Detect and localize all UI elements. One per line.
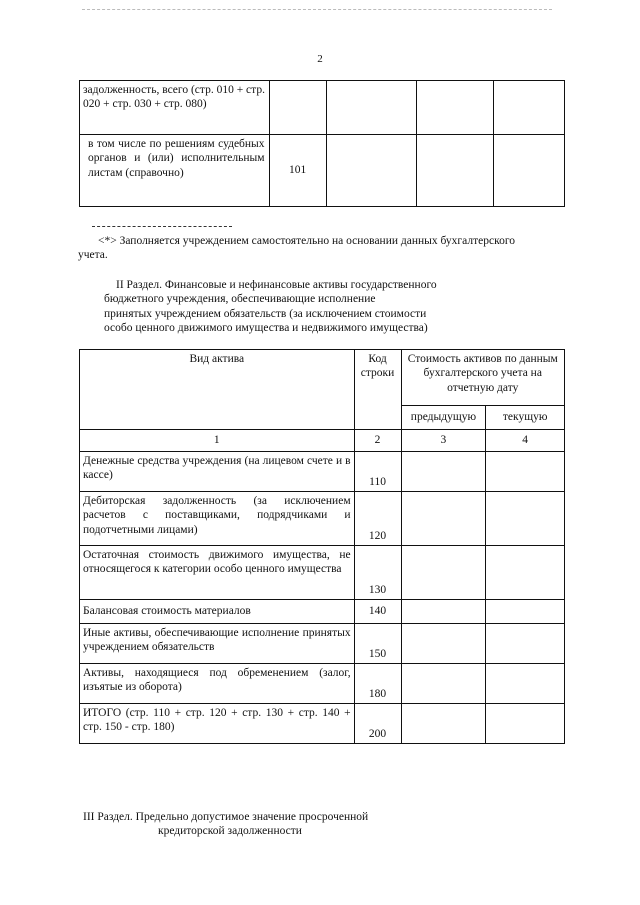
section2-title: [80, 278, 540, 336]
row-code: [269, 81, 326, 135]
value-cell: [494, 81, 565, 135]
header-previous: предыдущую: [401, 406, 486, 430]
row-code: 101: [269, 135, 326, 207]
assets-table: [79, 349, 565, 744]
table-row: [80, 664, 565, 704]
value-cell: [486, 600, 565, 624]
value-cell: [416, 81, 493, 135]
row-label: Иные активы, обеспечивающие исполнение принятых учреждением обязательств: [80, 624, 355, 664]
row-code: 130: [354, 546, 401, 600]
value-cell: [401, 704, 486, 744]
table-row: [80, 492, 565, 546]
value-cell: [486, 492, 565, 546]
value-cell: [494, 135, 565, 207]
table-row: [80, 546, 565, 600]
table-row: [80, 135, 565, 207]
scan-top-edge: [82, 9, 552, 11]
table-row: [80, 452, 565, 492]
column-numbers-row: [80, 430, 565, 452]
table-row: [80, 600, 565, 624]
table-row-total: [80, 704, 565, 744]
value-cell: [486, 546, 565, 600]
row-label: в том числе по решениям судебных органов и (или) исполнительным листам (справочно): [80, 135, 270, 207]
value-cell: [401, 452, 486, 492]
section3-title: [83, 810, 483, 839]
value-cell: [401, 624, 486, 664]
column-number: 1: [80, 430, 355, 452]
row-label: задолженность, всего (стр. 010 + стр. 020 + стр. 030 + стр. 080): [80, 81, 270, 135]
value-cell: [326, 135, 416, 207]
row-code: 110: [354, 452, 401, 492]
table-row: [80, 624, 565, 664]
value-cell: [401, 492, 486, 546]
value-cell: [401, 600, 486, 624]
row-code: 150: [354, 624, 401, 664]
page-number: 2: [317, 53, 323, 65]
header-asset-type: Вид актива: [80, 350, 355, 430]
column-number: 2: [354, 430, 401, 452]
row-label: Денежные средства учреждения (на лицевом счете и в кассе): [80, 452, 355, 492]
section2-title-line: бюджетного учреждения, обеспечивающие исполнение: [104, 293, 376, 306]
row-label: Балансовая стоимость материалов: [80, 600, 355, 624]
value-cell: [486, 624, 565, 664]
row-label: ИТОГО (стр. 110 + стр. 120 + стр. 130 + стр. 140 + стр. 150 - стр. 180): [80, 704, 355, 744]
row-code: 140: [354, 600, 401, 624]
value-cell: [486, 452, 565, 492]
row-code: 200: [354, 704, 401, 744]
header-row-code: Код строки: [354, 350, 401, 430]
footnote: [78, 234, 528, 263]
column-number: 4: [486, 430, 565, 452]
value-cell: [486, 704, 565, 744]
footnote-separator: [92, 226, 232, 227]
section2-title-line: принятых учреждением обязательств (за исключением стоимости: [104, 307, 427, 320]
row-label: Остаточная стоимость движимого имущества, не относящегося к категории особо ценного имущества: [80, 546, 355, 600]
value-cell: [401, 546, 486, 600]
section2-title-line: особо ценного движимого имущества и недвижимого имущества): [104, 322, 428, 335]
value-cell: [416, 135, 493, 207]
table-row: [80, 81, 565, 135]
value-cell: [326, 81, 416, 135]
row-label: Дебиторская задолженность (за исключением расчетов с поставщиками, подрядчиками и подотчетными лицами): [80, 492, 355, 546]
value-cell: [486, 664, 565, 704]
value-cell: [401, 664, 486, 704]
section3-title-line: кредиторской задолженности: [158, 825, 302, 838]
row-code: 120: [354, 492, 401, 546]
row-code: 180: [354, 664, 401, 704]
column-number: 3: [401, 430, 486, 452]
row-label: Активы, находящиеся под обременением (залог, изъятые из оборота): [80, 664, 355, 704]
header-value-group: Стоимость активов по данным бухгалтерского учета на отчетную дату: [401, 350, 565, 406]
section3-title-line: III Раздел. Предельно допустимое значение просроченной: [83, 811, 369, 823]
debt-table-continuation: [79, 80, 565, 207]
footnote-text: <*> Заполняется учреждением самостоятельно на основании данных бухгалтерского учета.: [78, 235, 515, 262]
section2-title-line: II Раздел. Финансовые и нефинансовые активы государственного: [116, 279, 437, 291]
header-row: [80, 350, 565, 406]
header-current: текущую: [486, 406, 565, 430]
